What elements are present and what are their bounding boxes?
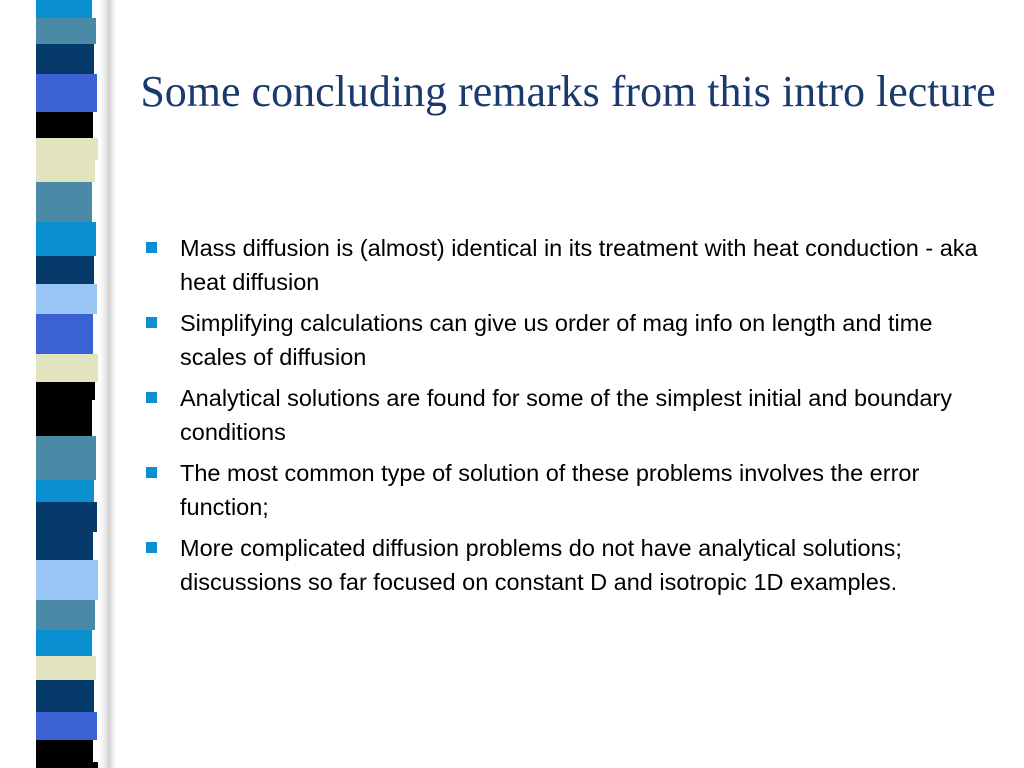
bullet-item (144, 381, 1004, 449)
stripe-segment (30, 436, 96, 480)
stripe-segment (30, 256, 94, 284)
stripe-segment (30, 182, 92, 222)
square-bullet-icon (146, 242, 157, 253)
stripe-segment (30, 0, 92, 18)
bullet-text: Simplifying calculations can give us order of mag info on length and time scales of diffusion (180, 310, 933, 370)
decorative-stripe-border (0, 0, 118, 768)
square-bullet-icon (146, 317, 157, 328)
stripe-segment (30, 314, 93, 354)
stripe-pattern (0, 0, 118, 768)
bullet-item (144, 306, 1004, 374)
stripe-segment (30, 656, 96, 680)
bullet-list (144, 231, 1004, 606)
stripe-segment (30, 138, 98, 160)
stripe-segment (30, 382, 95, 400)
bullet-text: More complicated diffusion problems do not have analytical solutions; discussions so far focused on constant D and isotropic 1D examples. (180, 535, 902, 595)
stripe-segment (30, 560, 98, 600)
stripe-segment (30, 222, 96, 256)
stripe-segment (30, 44, 94, 74)
stripe-segment (30, 18, 96, 44)
bullet-item (144, 531, 1004, 599)
stripe-segment (30, 480, 94, 502)
stripe-segment (30, 762, 98, 768)
square-bullet-icon (146, 467, 157, 478)
slide-title: Some concluding remarks from this intro lecture (140, 67, 996, 116)
stripe-segment (30, 284, 97, 314)
square-bullet-icon (146, 542, 157, 553)
bullet-text: Analytical solutions are found for some of the simplest initial and boundary conditions (180, 385, 953, 445)
bullet-item (144, 456, 1004, 524)
stripe-segment (30, 532, 93, 560)
stripe-segment (30, 354, 98, 382)
stripe-segment (30, 400, 92, 436)
stripe-segment (30, 740, 93, 762)
stripe-segment (30, 600, 95, 630)
stripe-segment (30, 680, 94, 712)
stripe-segment (30, 630, 92, 656)
bullet-item (144, 231, 1004, 299)
stripe-segment (30, 502, 97, 532)
stripe-segment (30, 112, 93, 138)
stripe-segment (30, 712, 97, 740)
square-bullet-icon (146, 392, 157, 403)
bullet-text: Mass diffusion is (almost) identical in its treatment with heat conduction - aka heat diffusion (180, 235, 978, 295)
stripe-segment (30, 74, 97, 112)
stripe-segment (30, 160, 95, 182)
bullet-text: The most common type of solution of these problems involves the error function; (180, 460, 920, 520)
